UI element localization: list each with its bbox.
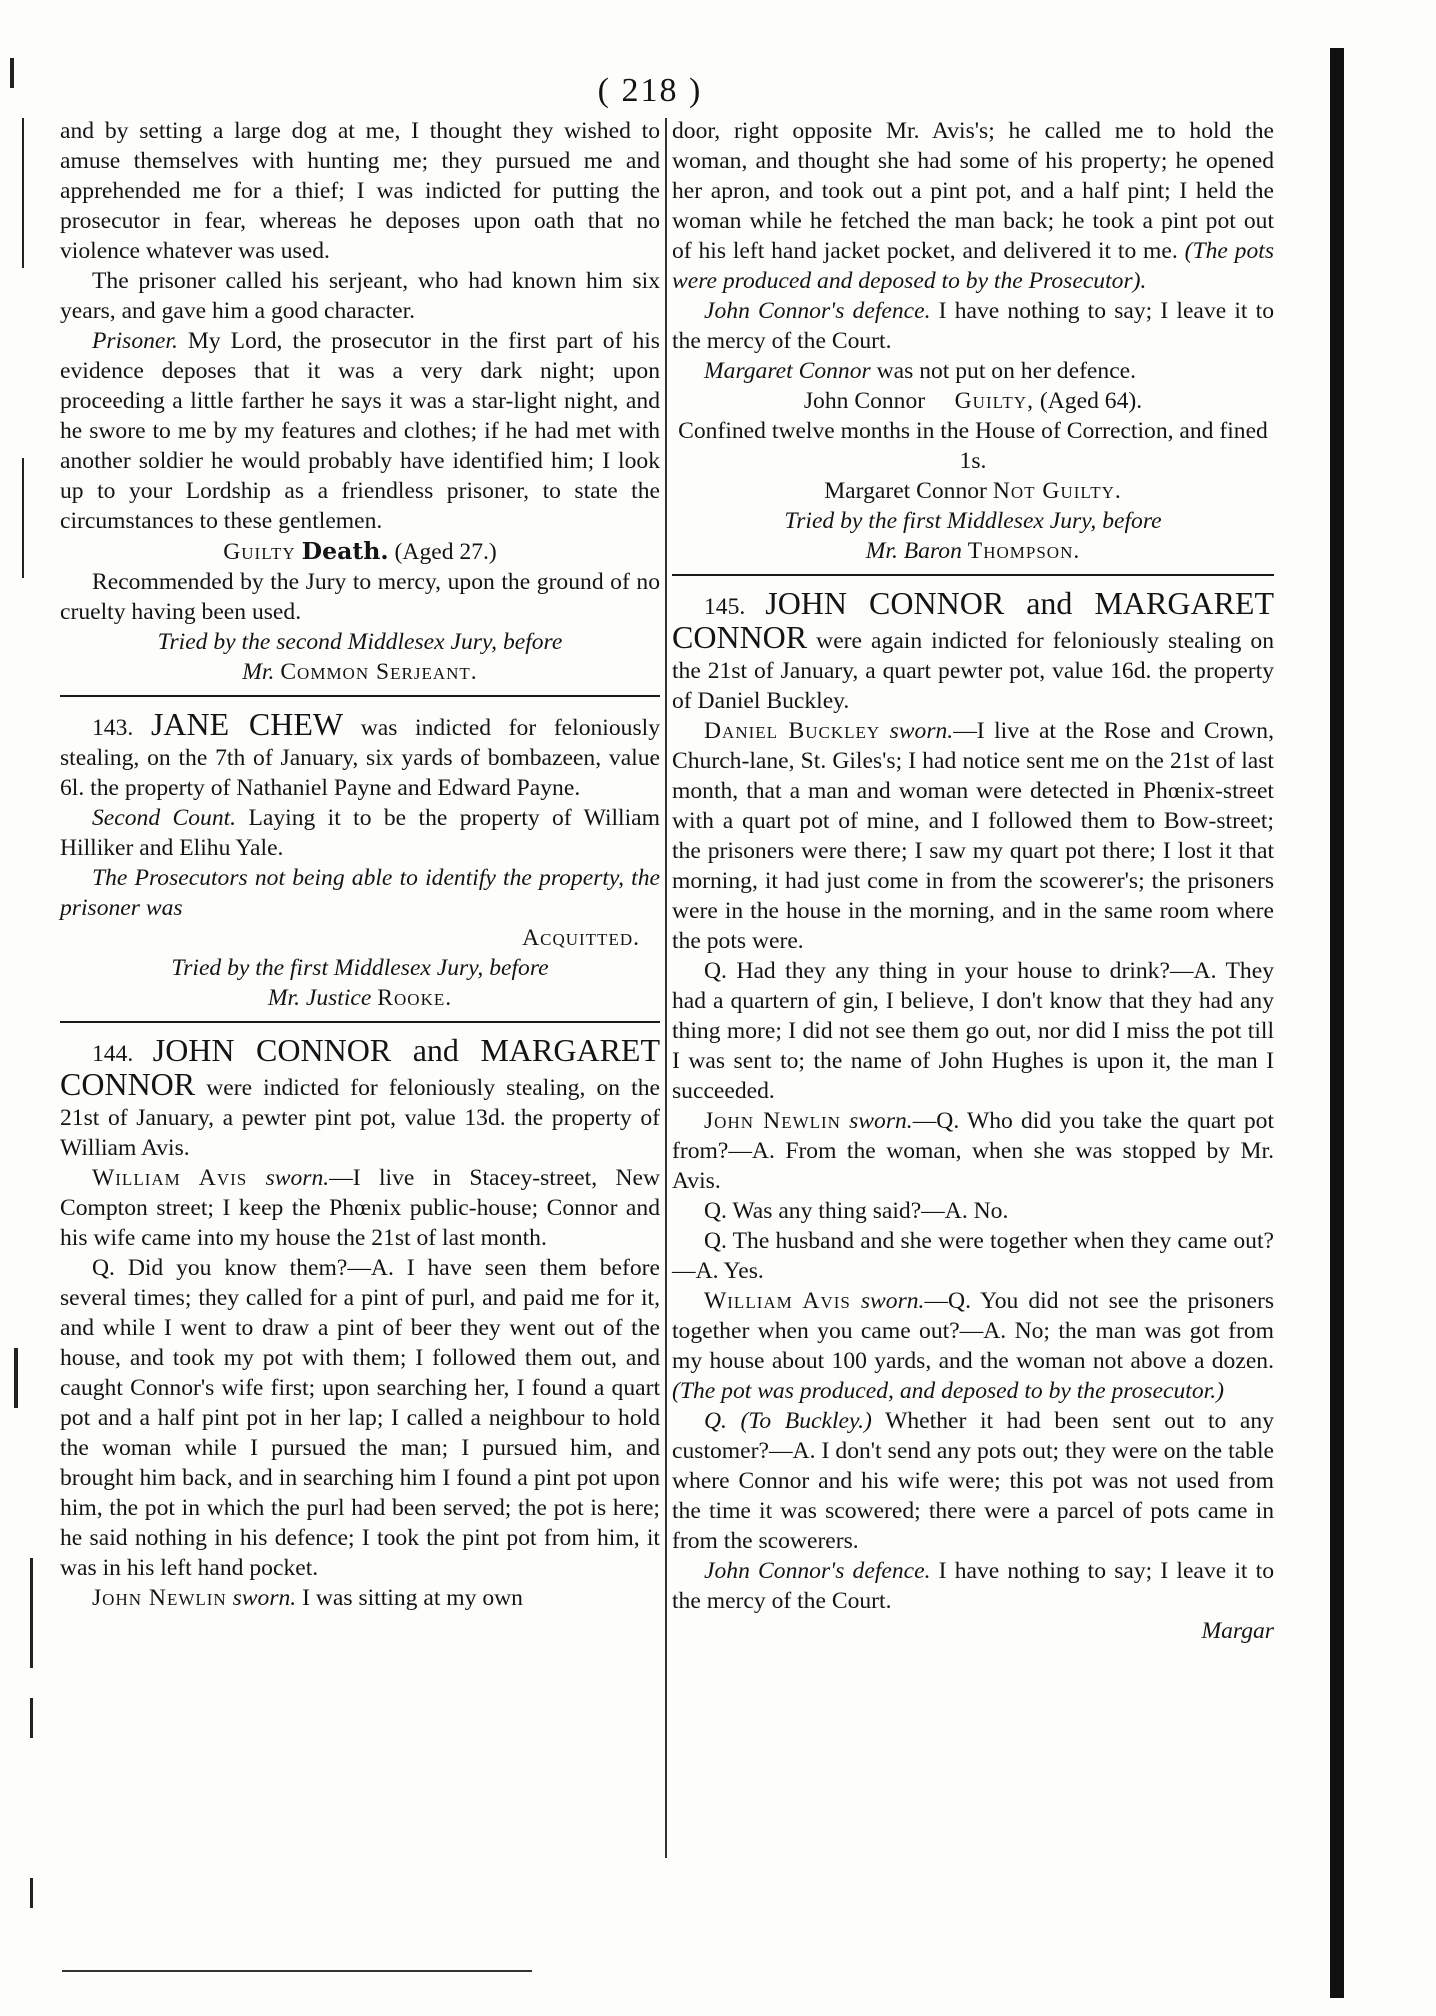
paragraph: and by setting a large dog at me, I thought they wished to amuse themselves with hunting me; they pursued me and apprehended me for a thief; I was indicted for putting the prosecutor in fear, whereas he deposes upon oath that no violence whatever was used. xyxy=(60,118,660,264)
case-note: The Prosecutors not being able to identify the property, the prisoner was xyxy=(60,865,660,921)
verdict-line: Margaret Connor Not Guilty. xyxy=(824,478,1122,504)
witness-testimony: William Avis sworn.—I live in Stacey-street, New Compton street; I keep the Phœnix public-house; Connor and his wife came into my house the 21st of last month. xyxy=(60,1165,660,1251)
case-144-heading: 144. JOHN CONNOR and MARGARET CONNOR were indicted for feloniously stealing, on the 21st of January, a pewter pint pot, value 13d. the property of William Avis. xyxy=(60,1032,660,1161)
case-143-heading: 143. JANE CHEW was indicted for feloniously stealing, on the 7th of January, six yards of bombazeen, value 6l. the property of Nathaniel Payne and Edward Payne. xyxy=(60,706,660,801)
column-divider xyxy=(665,118,667,1858)
right-column xyxy=(672,116,1274,1646)
verdict-line: Guilty Death. (Aged 27.) xyxy=(223,537,497,565)
question-answer: Q. (To Buckley.) Whether it had been sent out to any customer?—A. I don't send any pots out; they were on the table where Connor and his wife were; this pot was not used from the time it was scowered; there were a parcel of pots came in from the scowerers. xyxy=(672,1408,1274,1554)
tried-by-line: Tried by the second Middlesex Jury, before xyxy=(157,629,563,655)
witness-testimony: John Newlin sworn. I was sitting at my own xyxy=(92,1585,523,1611)
defence: John Connor's defence. I have nothing to say; I leave it to the mercy of the Court. xyxy=(672,1558,1274,1614)
sentence: Confined twelve months in the House of Correction, and fined 1s. xyxy=(678,418,1268,474)
paragraph: Prisoner. My Lord, the prosecutor in the first part of his evidence deposes that it was a very dark night; upon proceeding a little farther he says it was a star-light night, and he swore to me by my features and clothes; if he had met with another soldier he would probably have identified him; I look up to your Lordship as a friendless prisoner, to state the circumstances to these gentlemen. xyxy=(60,328,660,534)
recommendation: Recommended by the Jury to mercy, upon the ground of no cruelty having been used. xyxy=(60,569,660,625)
defence: John Connor's defence. I have nothing to say; I leave it to the mercy of the Court. xyxy=(672,298,1274,354)
tried-by-line: Tried by the first Middlesex Jury, before xyxy=(784,508,1162,534)
section-rule xyxy=(672,574,1274,576)
question-answer: Q. The husband and she were together when they came out?—A. Yes. xyxy=(672,1228,1274,1284)
verdict-acquitted: Acquitted. xyxy=(522,925,640,951)
paragraph: door, right opposite Mr. Avis's; he called me to hold the woman, and thought she had some of his property; he opened her apron, and took out a pint pot, and a half pint; I held the woman while he fetched the man back; he took a pint pot out of his left hand jacket pocket, and delivered it to me. (The pots were produced and deposed to by the Prosecutor). xyxy=(672,118,1275,294)
defence-note: Margaret Connor was not put on her defence. xyxy=(704,358,1137,384)
case-145-heading: 145. JOHN CONNOR and MARGARET CONNOR were again indicted for feloniously stealing on the 21st of January, a quart pewter pot, value 16d. the property of Daniel Buckley. xyxy=(672,585,1274,714)
tried-by-line: Tried by the first Middlesex Jury, before xyxy=(171,955,549,981)
question-answer: Q. Had they any thing in your house to drink?—A. They had a quartern of gin, I believe, I don't know that they had any thing more; I did not see them go out, nor did I miss the pot till I was sent to; the name of John Hughes is upon it, the man I succeeded. xyxy=(672,958,1274,1104)
witness-testimony: John Newlin sworn.—Q. Who did you take the quart pot from?—A. From the woman, when she was stopped by Mr. Avis. xyxy=(672,1108,1274,1194)
witness-testimony: Daniel Buckley sworn.—I live at the Rose and Crown, Church-lane, St. Giles's; I had notice sent me on the 21st of last month, that a man and woman were detected in Phœnix-street with a quart pot of mine, and I followed them to Bow-street; the prisoners were there; I saw my quart pot there; I lost it that morning, it had just come in from the scowerer's; the prisoners were in the house in the morning, and in the same room where the pots were. xyxy=(672,718,1274,954)
catchword: Margar xyxy=(1201,1618,1274,1644)
tried-by-judge: Mr. Common Serjeant. xyxy=(242,659,478,685)
scan-edge-bar xyxy=(1330,48,1344,1998)
left-column xyxy=(60,116,660,1613)
tried-by-judge: Mr. Baron Thompson. xyxy=(865,538,1081,564)
question-answer: Q. Did you know them?—A. I have seen them before several times; they called for a pint of purl, and paid me for it, and while I went to draw a pint of beer they went out of the house, and took my pot with them; I followed them out, and caught Connor's wife first; upon searching her, I found a quart pot and a half pint pot in her lap; I called a neighbour to hold the woman while I pursued the man; I pursued him, and brought him back, and in searching him I found a pint pot upon him, the pot in which the purl had been served; the pot is here; he said nothing in his defence; I took the pint pot from him, it was in his left hand pocket. xyxy=(60,1255,660,1581)
second-count: Second Count. Laying it to be the property of William Hilliker and Elihu Yale. xyxy=(60,805,660,861)
witness-testimony: William Avis sworn.—Q. You did not see the prisoners together when you came out?—A. No; the man was got from my house about 100 yards, and the woman not above a dozen. (The pot was produced, and deposed to by the prosecutor.) xyxy=(672,1288,1275,1404)
speaker-label: Prisoner. xyxy=(92,328,178,354)
section-rule xyxy=(60,1021,660,1023)
bottom-rule xyxy=(62,1970,532,1972)
binding-edge-marks xyxy=(8,58,44,1918)
verdict-line: John Connor Guilty, (Aged 64). xyxy=(803,388,1143,414)
tried-by-judge: Mr. Justice Rooke. xyxy=(267,985,453,1011)
paragraph: The prisoner called his serjeant, who had known him six years, and gave him a good character. xyxy=(60,268,660,324)
page-number: ( 218 ) xyxy=(597,72,703,109)
section-rule xyxy=(60,695,660,697)
question-answer: Q. Was any thing said?—A. No. xyxy=(704,1198,1009,1224)
